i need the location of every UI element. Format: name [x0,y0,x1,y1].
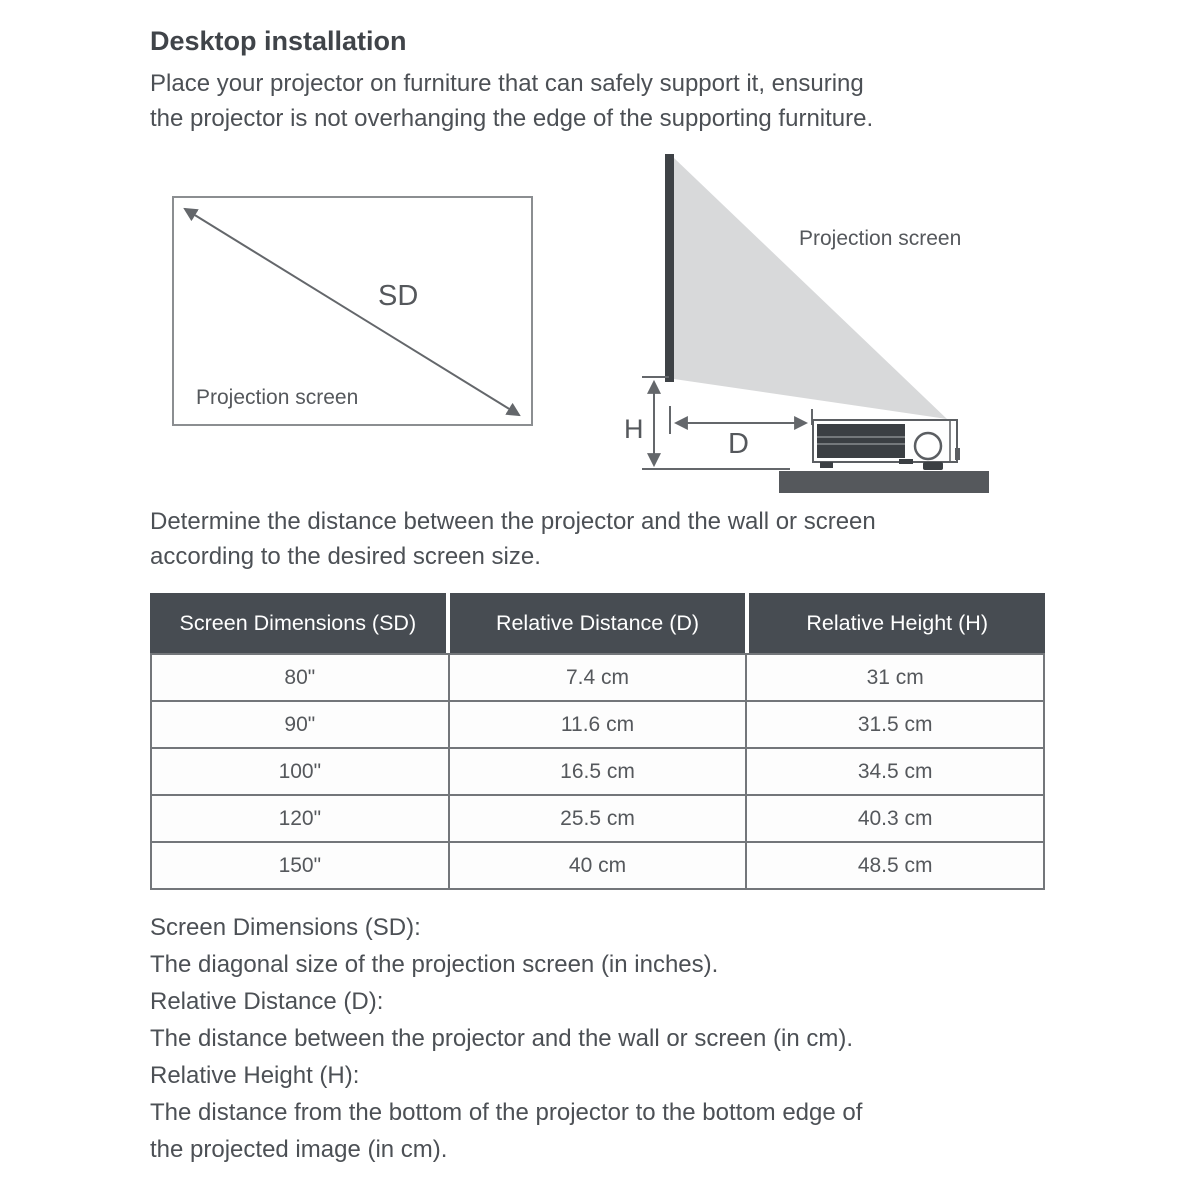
sd-label: SD [378,280,419,312]
projector [813,420,960,470]
cell-height: 34.5 cm [745,749,1043,794]
definition-term: Relative Height (H): [150,1062,360,1089]
intro-paragraph [150,66,873,136]
cell-sd: 150" [152,843,448,888]
screen-side-label: Projection screen [799,227,962,250]
table-row [152,794,1043,841]
intro-line: Place your projector on furniture that can safely support it, ensuring [150,70,864,97]
cell-distance: 7.4 cm [448,655,746,700]
cell-height: 48.5 cm [745,843,1043,888]
d-label: D [728,428,749,460]
definition-description: The distance from the bottom of the projector to the bottom edge of [150,1099,863,1126]
installation-diagrams [0,148,1200,500]
diagonal-arrow [185,209,519,415]
cell-distance: 16.5 cm [448,749,746,794]
screen-front-label: Projection screen [196,386,359,409]
determine-line: according to the desired screen size. [150,543,541,570]
table-row [152,655,1043,700]
intro-line: the projector is not overhanging the edge of the supporting furniture. [150,105,874,132]
definition-term: Relative Distance (D): [150,988,384,1015]
table-header-relative-height: Relative Height (H) [749,593,1045,653]
screen-front-diagram [173,197,532,425]
definition-description: The distance between the projector and the wall or screen (in cm). [150,1025,854,1052]
table-header-screen-dimensions: Screen Dimensions (SD) [150,593,446,653]
projector-foot [923,462,943,470]
projector-vents [817,424,905,458]
cell-sd: 120" [152,796,448,841]
cell-height: 31.5 cm [745,702,1043,747]
table-header-relative-distance: Relative Distance (D) [450,593,746,653]
table-row [152,700,1043,747]
definition-term: Screen Dimensions (SD): [150,914,421,941]
definition-description: The diagonal size of the projection screen (in inches). [150,951,719,978]
cell-height: 31 cm [745,655,1043,700]
table-body [150,653,1045,890]
cell-distance: 25.5 cm [448,796,746,841]
screen-side-bar [665,154,674,382]
table-row [152,841,1043,888]
definitions-section [150,909,862,1168]
projection-distance-table [150,593,1045,890]
page-title: Desktop installation [150,26,407,56]
projection-beam [674,158,947,419]
projector-foot [899,459,913,464]
projector-lens [915,433,941,459]
table-row [152,747,1043,794]
side-view-diagram [624,154,989,493]
table-header-row [150,593,1045,653]
cell-distance: 40 cm [448,843,746,888]
h-label: H [624,414,644,444]
cell-sd: 100" [152,749,448,794]
projector-foot [820,462,833,468]
determine-paragraph [150,504,876,574]
cell-sd: 80" [152,655,448,700]
cell-height: 40.3 cm [745,796,1043,841]
cell-distance: 11.6 cm [448,702,746,747]
cell-sd: 90" [152,702,448,747]
determine-line: Determine the distance between the projector and the wall or screen [150,508,876,535]
side-knob [955,448,960,460]
definition-description: the projected image (in cm). [150,1136,448,1163]
table-slab [779,471,989,493]
